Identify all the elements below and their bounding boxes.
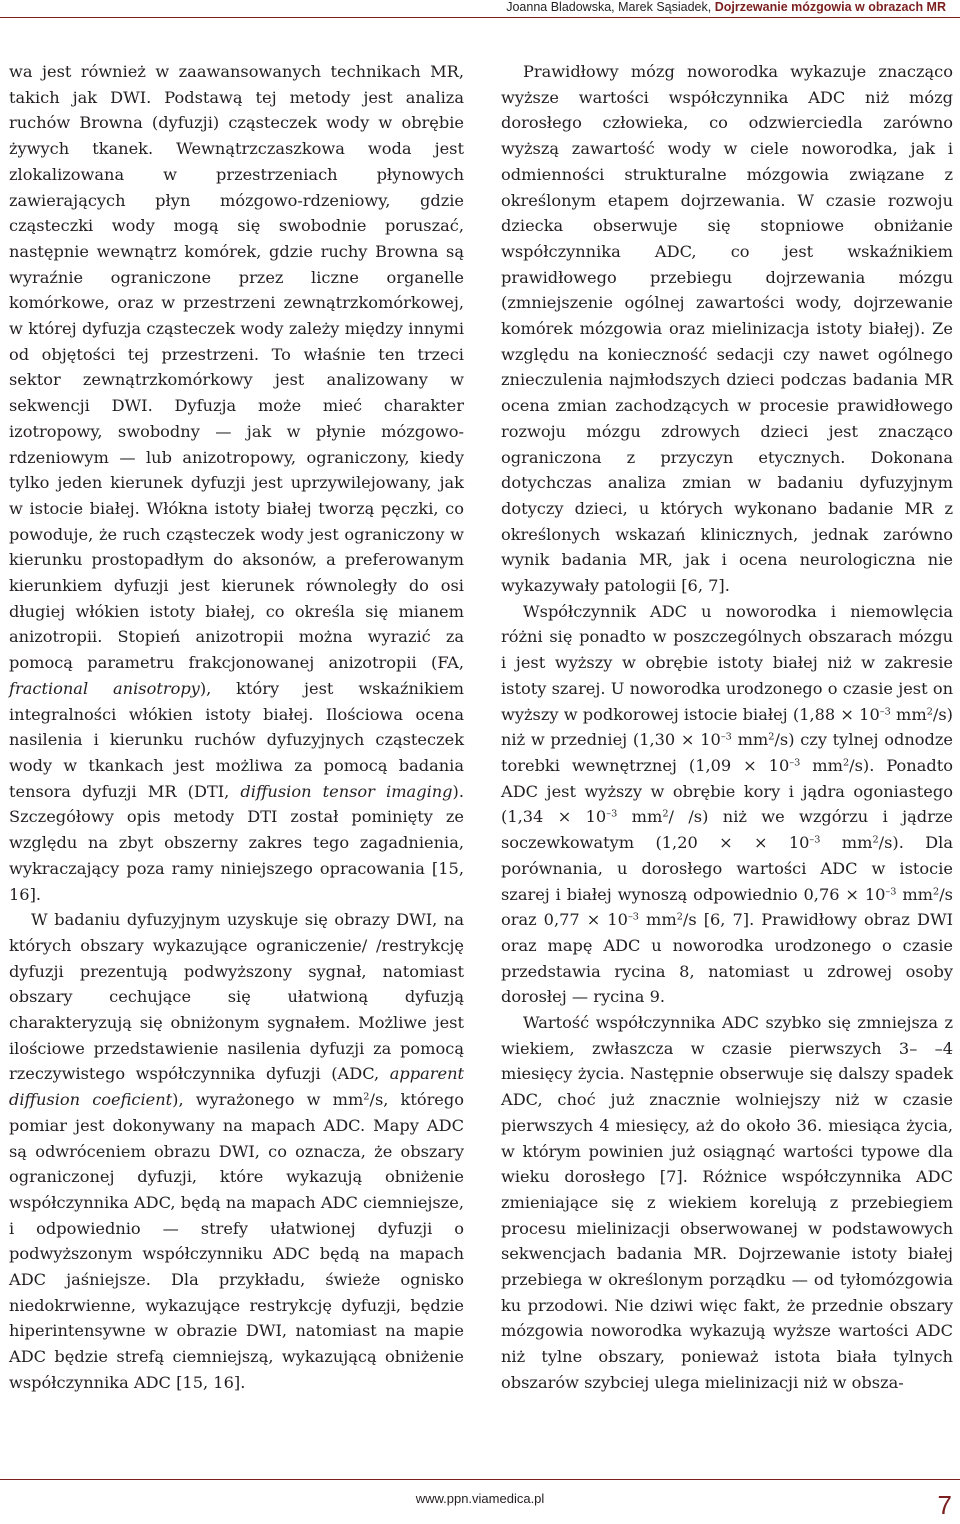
text-run: /s oraz 0,77 × 10	[501, 884, 953, 930]
text-run: mm	[896, 884, 934, 904]
running-head-authors: Joanna Bladowska, Marek Sąsiadek,	[506, 0, 712, 14]
term-diffusion-tensor-imaging: diffusion tensor imaging	[240, 781, 453, 801]
running-head	[506, 0, 946, 14]
text-run: ), który jest wskaźnikiem integralności włókien istoty białej. Ilościowa ocena nasilenia i kierunku ruchów dyfuzyjnych cząsteczek wody w tkankach jest możliwa za pomocą badania tensora dyfuzji MR (DTI,	[9, 678, 464, 801]
left-column	[9, 59, 464, 1396]
superscript: –3	[789, 757, 801, 769]
text-run: /s). Dla porównania, u dorosłego wartości ADC w istocie szarej i białej wynoszą odpowiednio 0,76 × 10	[501, 833, 953, 904]
superscript: 2	[662, 809, 669, 821]
text-run: /s) czy tylnej odnodze torebki wewnętrznej (1,09 × 10	[501, 730, 953, 775]
text-run: mm	[820, 833, 873, 853]
text-run: /s). Ponadto ADC jest wyższy w obrębie kory i jądra ogoniastego (1,34 × 10	[501, 755, 953, 827]
running-head-title: Dojrzewanie mózgowia w obrazach MR	[714, 0, 946, 14]
footer-rule	[0, 1479, 960, 1480]
text-run: / /s) niż we wzgórzu i jądrze soczewkowatym (1,20 × × 10	[501, 807, 953, 853]
text-run: /s [6, 7]. Prawidłowy obraz DWI oraz mapę ADC u noworodka urodzonego o czasie przedstawia rycina 8, natomiast u zdrowej osoby dorosłej — rycina 9.	[501, 910, 953, 1007]
superscript: 2	[676, 911, 683, 923]
text-run: mm	[638, 910, 677, 930]
text-run: mm	[731, 730, 769, 750]
text-run: mm	[617, 807, 663, 827]
text-run: /s) niż w przedniej (1,30 × 10	[501, 704, 953, 750]
right-paragraph-2	[501, 599, 953, 1010]
header-rule	[0, 17, 960, 18]
superscript: –3	[809, 834, 821, 846]
left-paragraph-1	[9, 59, 464, 907]
term-apparent-diffusion-coeficient: apparent diffusion coeficient	[9, 1064, 464, 1110]
superscript: –3	[627, 911, 639, 923]
text-run: Współczynnik ADC u noworodka i niemowlęcia różni się ponadto w poszczególnych obszarach mózgu i jest wyższy w obrębie istoty białej niż w zakresie istoty szarej. U noworodka urodzonego o czasie jest on wyższy w podkorowej istocie białej (1,88 × 10	[501, 601, 953, 724]
superscript: –3	[885, 886, 897, 898]
superscript: –3	[720, 731, 732, 743]
text-run: ), wyrażonego w mm	[172, 1090, 364, 1110]
superscript: 2	[842, 757, 850, 769]
superscript: 2	[926, 706, 933, 718]
superscript: 2	[872, 834, 879, 846]
text-run: W badaniu dyfuzyjnym uzyskuje się obrazy DWI, na których obszary wykazujące ograniczenie/ /restrykcję dyfuzji prezentują podwyższony sygnał, natomiast obszary cechujące się ułatwioną dyfuzją charakteryzują się obniżonym sygnałem. Możliwe jest ilościowe przedstawienie nasilenia dyfuzji za pomocą rzeczywistego współczynnika dyfuzji (ADC,	[9, 910, 464, 1084]
text-run: wa jest również w zaawansowanych technikach MR, takich jak DWI. Podstawą tej metody jest analiza ruchów Browna (dyfuzji) cząsteczek wody w obrębie żywych tkanek. Wewnątrzczaszkowa woda jest zlokalizowana w przestrzeniach płynowych zawierających płyn mózgowo-rdzeniowy, gdzie cząsteczki wody mogą się swobodnie poruszać, następnie wewnątrz komórek, gdzie ruchy Browna są wyraźnie ograniczone przez liczne organelle komórkowe, oraz w przestrzeni zewnątrzkomórkowej, w której dyfuzja cząsteczek wody zależy między innymi od objętości tej przestrzeni. To właśnie ten trzeci sektor zewnątrzkomórkowy jest analizowany w sekwencji DWI. Dyfuzja może mieć charakter izotropowy, swobodny — jak w płynie mózgowo-rdzeniowym — lub anizotropowy, ograniczony, kiedy tylko jeden kierunek dyfuzji jest uprzywilejowany, jak w istocie białej. Włókna istoty białej tworzą pęczki, co powoduje, że ruch cząsteczek wody jest ograniczony w kierunku prostopadłym do aksonów, a preferowanym kierunkiem dyfuzji jest kierunek równoległy do osi długiej włókien istoty białej, co określa się mianem anizotropii. Stopień anizotropii można wyrazić za pomocą parametru frakcjonowanej anizotropii (FA,	[9, 62, 464, 673]
right-column	[501, 59, 953, 1396]
term-fractional-anisotropy: fractional anisotropy	[9, 678, 200, 698]
superscript: 2	[768, 731, 775, 743]
text-run: /s, którego pomiar jest dokonywany na mapach ADC. Mapy ADC są odwróceniem obrazu DWI, co oznacza, że obszary ograniczonej dyfuzji, które wykazują obniżenie współczynnika ADC, będą na mapach ADC ciemniejsze, i odpowiednio — strefy ułatwionej dyfuzji o podwyższonym współczynniku ADC będą na mapach ADC jaśniejsze. Dla przykładu, świeże ognisko niedokrwienne, wykazujące restrykcję dyfuzji, będzie hiperintensywne w obrazie DWI, natomiast na mapie ADC będzie strefą ciemniejszą, wykazującą obniżenie współczynnika ADC [15, 16].	[9, 1090, 464, 1392]
footer-url[interactable]: www.ppn.viamedica.pl	[415, 1491, 545, 1506]
page-number: 7	[937, 1490, 952, 1520]
right-paragraph-3: Wartość współczynnika ADC szybko się zmniejsza z wiekiem, zwłaszcza w czasie pierwszych 3– –4 miesięcy życia. Następnie obserwuje się dalszy spadek ADC, choć już znacznie wolniejszy niż w czasie pierwszych 4 miesięcy, aż do około 36. miesiąca życia, w którym powinien już osiągnąć wartości typowe dla wieku dorosłego [7]. Różnice współczynnika ADC zmieniające się z wiekiem korelują z przebiegiem procesu mielinizacji obserwowanej w podstawowych sekwencjach badania MR. Dojrzewanie istoty białej przebiega w określonym porządku — od tyłomózgowia ku przodowi. Nie dziwi więc fakt, że przednie obszary mózgowia noworodka wykazują wyższe wartości ADC niż tylne obszary, ponieważ istota biała tylnych obszarów szybciej ulega mielinizacji niż w obsza-	[501, 1013, 953, 1392]
left-paragraph-2	[9, 907, 464, 1395]
superscript: 2	[933, 886, 940, 898]
superscript: –3	[879, 706, 891, 718]
right-paragraph-1: Prawidłowy mózg noworodka wykazuje znacząco wyższe wartości współczynnika ADC niż mózg dorosłego człowieka, co odzwierciedla zarówno wyższą zawartość wody w ciele noworodka, jak i odmienności strukturalne mózgowia związane z określonym etapem dojrzewania. W czasie rozwoju dziecka obserwuje się stopniowe obniżanie współczynnika ADC, co jest wskaźnikiem prawidłowego przebiegu dojrzewania mózgu (zmniejszenie ogólnej zawartości wody, dojrzewanie komórek mózgowia oraz mielinizacja istoty białej). Ze względu na konieczność sedacji czy nawet ogólnego znieczulenia najmłodszych dzieci podczas badania MR ocena zmian zachodzących w procesie prawidłowego rozwoju mózgu zdrowych dzieci jest znacząco ograniczona z przyczyn etycznych. Dokonana dotychczas analiza zmian w badaniu dyfuzyjnym dotyczy dzieci, u których wykonano badanie MR z określonych wskazań klinicznych, jednak zarówno wynik badania MR, jak i ocena neurologiczna nie wykazywały patologii [6, 7].	[501, 62, 953, 596]
superscript: –3	[606, 809, 618, 821]
text-run: mm	[800, 755, 843, 775]
superscript: 2	[363, 1091, 370, 1103]
text-run: mm	[890, 704, 927, 724]
text-run: ). Szczegółowy opis metody DTI został pominięty ze względu na zbyt obszerny zakres tego zagadnienia, wykraczający poza ramy niniejszego opracowania [15, 16].	[9, 781, 464, 904]
